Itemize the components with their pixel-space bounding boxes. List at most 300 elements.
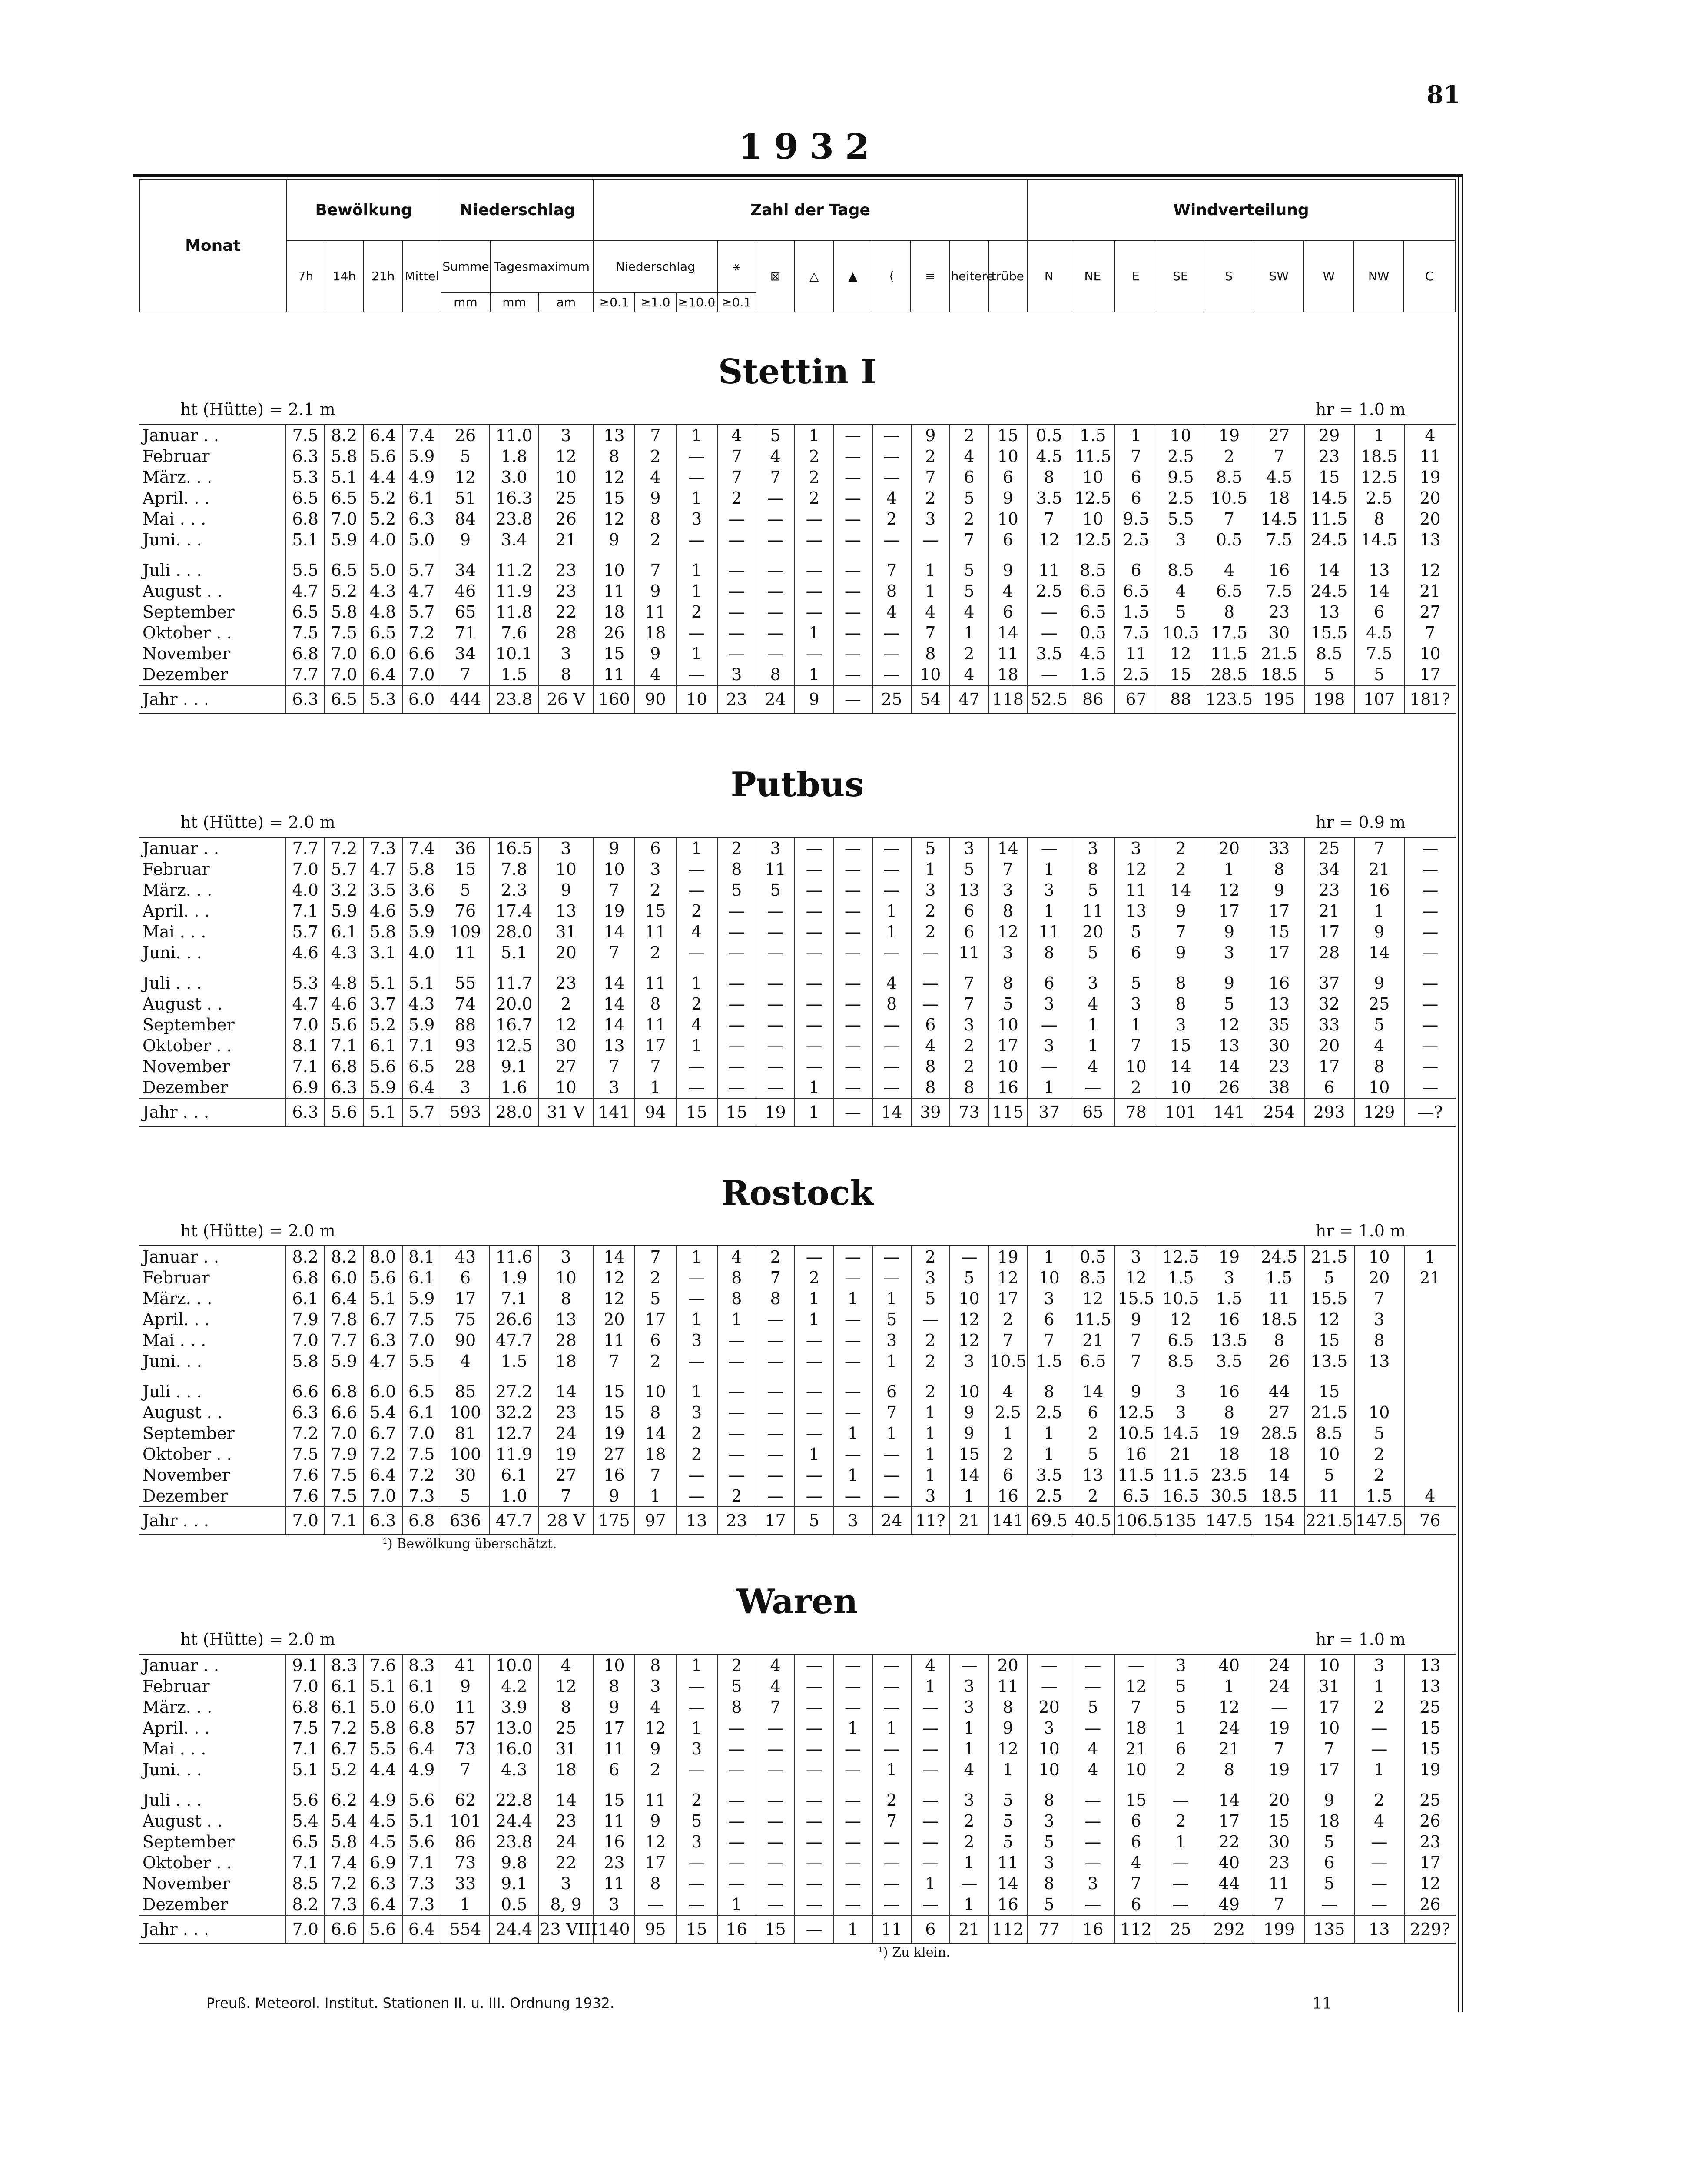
table-cell: 7.3 bbox=[325, 1894, 363, 1915]
table-cell: — bbox=[756, 942, 795, 963]
table-cell: 5.3 bbox=[363, 685, 402, 714]
table-cell: 199 bbox=[1254, 1915, 1304, 1944]
table-cell: 2 bbox=[717, 488, 756, 508]
table-cell: 7.2 bbox=[363, 1444, 402, 1465]
table-row bbox=[139, 900, 1456, 921]
table-cell: 2 bbox=[717, 1485, 756, 1507]
table-cell: 2 bbox=[676, 993, 717, 1014]
table-cell: 6.0 bbox=[363, 643, 402, 664]
table-cell: — bbox=[676, 942, 717, 963]
table-cell: — bbox=[833, 837, 872, 859]
table-cell: 4 bbox=[872, 488, 911, 508]
table-cell: 4 bbox=[756, 1676, 795, 1697]
table-cell: — bbox=[1304, 1894, 1354, 1915]
table-cell: — bbox=[833, 1811, 872, 1831]
table-cell: 5.2 bbox=[363, 508, 402, 529]
table-cell: — bbox=[676, 880, 717, 900]
table-cell: — bbox=[756, 622, 795, 643]
table-cell: — bbox=[911, 942, 950, 963]
table-cell: 14 bbox=[594, 993, 635, 1014]
table-cell: 8.5 bbox=[1204, 467, 1254, 488]
table-cell: 20 bbox=[1071, 921, 1115, 942]
table-cell: 2 bbox=[950, 1811, 988, 1831]
table-cell: 5 bbox=[1115, 973, 1157, 993]
table-cell: 6.3 bbox=[286, 685, 325, 714]
table-cell: 10 bbox=[538, 859, 594, 880]
table-cell: 6.8 bbox=[402, 1718, 441, 1738]
table-cell: 17 bbox=[1304, 921, 1354, 942]
table-cell: 4.9 bbox=[402, 1759, 441, 1780]
table-cell: 11 bbox=[1404, 446, 1456, 467]
table-cell: 6.3 bbox=[402, 508, 441, 529]
table-cell: 17.5 bbox=[1204, 622, 1254, 643]
table-cell: 7.1 bbox=[490, 1288, 538, 1309]
table-cell: 5.7 bbox=[402, 560, 441, 581]
table-cell: 77 bbox=[1027, 1915, 1071, 1944]
table-cell: — bbox=[676, 1852, 717, 1873]
table-cell: 1 bbox=[1115, 425, 1157, 446]
table-cell: 4.6 bbox=[325, 993, 363, 1014]
month-label: März. . . bbox=[143, 1289, 212, 1308]
table-cell: — bbox=[676, 1077, 717, 1098]
table-cell: 15 bbox=[1404, 1738, 1456, 1759]
table-cell: 2 bbox=[795, 488, 833, 508]
table-cell: 11 bbox=[988, 1852, 1027, 1873]
table-cell: 101 bbox=[1157, 1098, 1204, 1126]
table-cell: 11 bbox=[1304, 1485, 1354, 1507]
table-row bbox=[139, 1676, 1456, 1697]
table-cell: 73 bbox=[441, 1852, 490, 1873]
table-cell: 44 bbox=[1204, 1873, 1254, 1894]
table-cell: 7 bbox=[1254, 1738, 1304, 1759]
table-cell: 16 bbox=[988, 1894, 1027, 1915]
table-cell: — bbox=[795, 1831, 833, 1852]
table-cell: 14 bbox=[1204, 1790, 1254, 1811]
table-cell: 2 bbox=[950, 643, 988, 664]
table-cell: 21 bbox=[538, 529, 594, 550]
table-row bbox=[139, 1014, 1456, 1035]
table-cell: 2 bbox=[1157, 1759, 1204, 1780]
table-cell: — bbox=[717, 1831, 756, 1852]
table-cell: 16 bbox=[988, 1485, 1027, 1507]
table-cell: 4.8 bbox=[363, 601, 402, 622]
table-cell: 7 bbox=[441, 664, 490, 685]
table-cell: 1 bbox=[833, 1718, 872, 1738]
table-cell: 18.5 bbox=[1354, 446, 1404, 467]
table-cell: 5 bbox=[1071, 1444, 1115, 1465]
table-cell: 12.5 bbox=[1071, 529, 1115, 550]
table-cell: 6 bbox=[441, 1267, 490, 1288]
table-cell: 3 bbox=[1027, 1718, 1071, 1738]
table-cell: 8 bbox=[1354, 1056, 1404, 1077]
table-cell: 20 bbox=[1027, 1697, 1071, 1718]
table-cell: — bbox=[795, 900, 833, 921]
table-cell: 14 bbox=[538, 1381, 594, 1402]
table-cell: 12 bbox=[594, 1288, 635, 1309]
table-cell: 24 bbox=[872, 1507, 911, 1535]
table-cell: 5.7 bbox=[325, 859, 363, 880]
table-cell: 11? bbox=[911, 1507, 950, 1535]
table-cell bbox=[1404, 1444, 1456, 1465]
table-cell: 7.1 bbox=[286, 1056, 325, 1077]
table-row bbox=[139, 643, 1456, 664]
table-cell: 3.5 bbox=[1204, 1351, 1254, 1372]
table-cell: 6.1 bbox=[325, 1676, 363, 1697]
table-cell: 17.4 bbox=[490, 900, 538, 921]
table-cell: 5 bbox=[1354, 664, 1404, 685]
table-cell: 112 bbox=[1115, 1915, 1157, 1944]
table-cell: 6.6 bbox=[325, 1915, 363, 1944]
table-cell: — bbox=[872, 1246, 911, 1268]
table-cell: 7 bbox=[1254, 1894, 1304, 1915]
table-cell: 7 bbox=[1115, 1035, 1157, 1056]
page-number: 81 bbox=[1426, 80, 1460, 109]
table-cell: 5 bbox=[950, 1267, 988, 1288]
table-row bbox=[139, 508, 1456, 529]
table-cell: 1.5 bbox=[490, 1351, 538, 1372]
table-cell: 14 bbox=[594, 921, 635, 942]
table-cell: — bbox=[795, 859, 833, 880]
table-cell: 7.3 bbox=[363, 837, 402, 859]
table-cell: 6.8 bbox=[286, 1267, 325, 1288]
table-cell: — bbox=[676, 1351, 717, 1372]
table-cell: 8 bbox=[911, 1077, 950, 1098]
table-cell: 93 bbox=[441, 1035, 490, 1056]
table-cell: 17 bbox=[1204, 1811, 1254, 1831]
table-cell: 16 bbox=[1115, 1444, 1157, 1465]
table-cell: 13 bbox=[538, 1309, 594, 1330]
table-cell: 74 bbox=[441, 993, 490, 1014]
table-cell: — bbox=[833, 1831, 872, 1852]
table-cell: 28 bbox=[1304, 942, 1354, 963]
table-cell: 2 bbox=[950, 1831, 988, 1852]
table-cell: 7 bbox=[594, 942, 635, 963]
table-cell: 1 bbox=[795, 622, 833, 643]
table-cell: 10 bbox=[988, 1014, 1027, 1035]
table-cell: 13 bbox=[1404, 1676, 1456, 1697]
table-cell: 7 bbox=[635, 560, 676, 581]
table-cell: 1.5 bbox=[1157, 1267, 1204, 1288]
table-cell: 15 bbox=[1304, 1381, 1354, 1402]
table-cell: 9 bbox=[594, 1485, 635, 1507]
table-cell: 15.5 bbox=[1304, 1288, 1354, 1309]
table-cell: 1 bbox=[795, 1288, 833, 1309]
table-cell: 6 bbox=[1115, 1894, 1157, 1915]
table-cell: — bbox=[1071, 1077, 1115, 1098]
table-cell: — bbox=[795, 1676, 833, 1697]
month-label: Mai . . . bbox=[143, 922, 206, 941]
table-cell: 1 bbox=[1027, 859, 1071, 880]
table-cell: 15 bbox=[676, 1915, 717, 1944]
table-cell: — bbox=[833, 1873, 872, 1894]
table-cell: 47 bbox=[950, 685, 988, 714]
table-cell: 40.5 bbox=[1071, 1507, 1115, 1535]
table-cell: 65 bbox=[1071, 1098, 1115, 1126]
table-cell: 1 bbox=[1027, 1423, 1071, 1444]
table-cell: 1 bbox=[950, 1894, 988, 1915]
table-cell: 20.0 bbox=[490, 993, 538, 1014]
table-cell: 12 bbox=[1157, 643, 1204, 664]
table-cell: — bbox=[795, 1246, 833, 1268]
table-cell: 2 bbox=[795, 1267, 833, 1288]
table-cell: 5.4 bbox=[286, 1811, 325, 1831]
table-cell: 13 bbox=[950, 880, 988, 900]
header-summe: Summe bbox=[441, 240, 490, 292]
table-cell: — bbox=[676, 1759, 717, 1780]
table-cell: — bbox=[795, 601, 833, 622]
table-cell: 17 bbox=[1254, 942, 1304, 963]
table-cell: 90 bbox=[441, 1330, 490, 1351]
table-cell: 34 bbox=[441, 643, 490, 664]
table-cell: 23 bbox=[1404, 1831, 1456, 1852]
table-cell: 175 bbox=[594, 1507, 635, 1535]
table-cell: 1 bbox=[795, 1098, 833, 1126]
table-row bbox=[139, 1381, 1456, 1402]
table-cell: 5 bbox=[441, 880, 490, 900]
table-cell: 8 bbox=[911, 643, 950, 664]
table-cell: 181? bbox=[1404, 685, 1456, 714]
table-cell: 7 bbox=[1115, 1873, 1157, 1894]
table-cell: 28 bbox=[538, 622, 594, 643]
table-cell: 2.5 bbox=[1027, 1485, 1071, 1507]
table-cell: 292 bbox=[1204, 1915, 1254, 1944]
table-cell: 6.5 bbox=[402, 1056, 441, 1077]
table-cell: 8 bbox=[950, 1077, 988, 1098]
table-cell: 10 bbox=[1157, 1077, 1204, 1098]
table-cell: 5.2 bbox=[325, 581, 363, 601]
table-cell: — bbox=[833, 1485, 872, 1507]
table-cell: 8 bbox=[1071, 859, 1115, 880]
table-cell: 6.5 bbox=[1071, 1351, 1115, 1372]
table-cell: 7 bbox=[1115, 446, 1157, 467]
table-cell: — bbox=[756, 993, 795, 1014]
table-cell: 10 bbox=[676, 685, 717, 714]
table-row bbox=[139, 664, 1456, 685]
table-cell: 1 bbox=[950, 1738, 988, 1759]
table-cell: 3 bbox=[988, 942, 1027, 963]
table-cell: — bbox=[833, 685, 872, 714]
table-cell: 7 bbox=[1404, 622, 1456, 643]
table-cell: — bbox=[833, 425, 872, 446]
table-cell: 90 bbox=[635, 685, 676, 714]
table-cell: — bbox=[833, 601, 872, 622]
table-cell: 7.5 bbox=[402, 1444, 441, 1465]
table-cell: 26 bbox=[1404, 1894, 1456, 1915]
table-cell: 8 bbox=[988, 973, 1027, 993]
table-cell: 2.5 bbox=[1115, 664, 1157, 685]
table-cell: 20 bbox=[1354, 1267, 1404, 1288]
table-cell: 15 bbox=[594, 1790, 635, 1811]
table-cell: 1.5 bbox=[1204, 1288, 1254, 1309]
table-cell: 73 bbox=[950, 1098, 988, 1126]
table-cell: 6.0 bbox=[363, 1381, 402, 1402]
table-cell: 6.5 bbox=[1204, 581, 1254, 601]
table-cell: 36 bbox=[441, 837, 490, 859]
table-cell: 7 bbox=[717, 467, 756, 488]
table-cell: 13 bbox=[1254, 993, 1304, 1014]
table-cell: 22.8 bbox=[490, 1790, 538, 1811]
table-cell: 100 bbox=[441, 1444, 490, 1465]
table-cell: 1 bbox=[950, 1852, 988, 1873]
table-cell: 75 bbox=[441, 1309, 490, 1330]
table-cell: 6 bbox=[1304, 1852, 1354, 1873]
table-cell: 7 bbox=[950, 973, 988, 993]
table-cell: — bbox=[717, 508, 756, 529]
table-cell: 7.8 bbox=[325, 1309, 363, 1330]
month-label: Juni. . . bbox=[143, 530, 202, 549]
header-bew-3: Mittel bbox=[402, 240, 441, 312]
table-cell: 8 bbox=[872, 993, 911, 1014]
table-cell: — bbox=[872, 1738, 911, 1759]
hut-height: ht (Hütte) = 2.0 m bbox=[180, 1221, 335, 1240]
table-row bbox=[139, 993, 1456, 1014]
table-cell: 88 bbox=[1157, 685, 1204, 714]
table-cell: 4.9 bbox=[402, 467, 441, 488]
table-cell: 5.9 bbox=[325, 529, 363, 550]
header-wind-NW: NW bbox=[1354, 240, 1404, 312]
table-cell: 5.9 bbox=[325, 1351, 363, 1372]
month-label: Oktober . . bbox=[143, 623, 232, 642]
station-title: Rostock bbox=[721, 1173, 874, 1213]
table-cell: — bbox=[1404, 900, 1456, 921]
table-row bbox=[139, 859, 1456, 880]
wind-height: hr = 0.9 m bbox=[1315, 813, 1406, 832]
table-cell: 30 bbox=[538, 1035, 594, 1056]
table-cell: 11.9 bbox=[490, 581, 538, 601]
table-cell: 6 bbox=[1115, 467, 1157, 488]
month-label: Dezember bbox=[143, 1078, 228, 1097]
table-cell: — bbox=[872, 837, 911, 859]
table-cell: — bbox=[756, 1351, 795, 1372]
table-cell: 3 bbox=[988, 880, 1027, 900]
table-cell: 20 bbox=[594, 1309, 635, 1330]
table-cell: 27 bbox=[1254, 1402, 1304, 1423]
table-cell: 14.5 bbox=[1254, 508, 1304, 529]
station-title: Putbus bbox=[730, 765, 864, 804]
table-cell: 24 bbox=[756, 685, 795, 714]
table-cell: 32 bbox=[1304, 993, 1354, 1014]
table-cell: 6 bbox=[1304, 1077, 1354, 1098]
table-cell: 5 bbox=[717, 880, 756, 900]
table-cell: 3.1 bbox=[363, 942, 402, 963]
table-cell: 6.5 bbox=[286, 601, 325, 622]
table-cell: 10 bbox=[1071, 467, 1115, 488]
table-cell: 3.6 bbox=[402, 880, 441, 900]
table-cell: 4 bbox=[911, 1035, 950, 1056]
table-cell: 1 bbox=[833, 1465, 872, 1485]
table-cell: 22 bbox=[538, 1852, 594, 1873]
table-cell: 2 bbox=[911, 900, 950, 921]
table-cell: 11 bbox=[988, 1676, 1027, 1697]
table-cell: 5 bbox=[1157, 1697, 1204, 1718]
table-cell: 3 bbox=[1354, 1655, 1404, 1676]
table-cell: 1 bbox=[872, 1759, 911, 1780]
table-cell: — bbox=[1071, 1790, 1115, 1811]
table-row bbox=[139, 973, 1456, 993]
table-cell: 7 bbox=[1027, 508, 1071, 529]
table-cell: 7.5 bbox=[325, 1465, 363, 1485]
table-cell: — bbox=[717, 601, 756, 622]
table-cell: 12 bbox=[635, 1831, 676, 1852]
table-cell: 4.5 bbox=[1254, 467, 1304, 488]
table-cell: 7 bbox=[756, 467, 795, 488]
table-cell: — bbox=[950, 1655, 988, 1676]
table-cell: 5.8 bbox=[363, 1718, 402, 1738]
month-label: Januar . . bbox=[143, 1247, 219, 1266]
table-cell: 15 bbox=[1115, 1790, 1157, 1811]
table-cell: — bbox=[950, 1873, 988, 1894]
table-cell: 25 bbox=[538, 1718, 594, 1738]
table-cell: 24 bbox=[1254, 1676, 1304, 1697]
table-cell: 14 bbox=[988, 1873, 1027, 1894]
table-cell: 9.8 bbox=[490, 1852, 538, 1873]
table-cell: 6.1 bbox=[325, 921, 363, 942]
table-cell: 6.2 bbox=[325, 1790, 363, 1811]
table-cell: 21.5 bbox=[1254, 643, 1304, 664]
table-cell: 17 bbox=[756, 1507, 795, 1535]
table-cell: 106.5 bbox=[1115, 1507, 1157, 1535]
table-cell: 55 bbox=[441, 973, 490, 993]
table-cell: 135 bbox=[1157, 1507, 1204, 1535]
table-cell: 6.4 bbox=[363, 664, 402, 685]
table-cell: — bbox=[1404, 837, 1456, 859]
table-cell: 10 bbox=[988, 1056, 1027, 1077]
header-day-14: ⟨ bbox=[872, 240, 911, 312]
table-cell: 7.9 bbox=[286, 1309, 325, 1330]
table-cell: 12 bbox=[538, 1014, 594, 1035]
table-cell: 7.0 bbox=[402, 1423, 441, 1444]
table-cell: — bbox=[833, 1444, 872, 1465]
table-cell: — bbox=[676, 1288, 717, 1309]
table-cell: 2 bbox=[1354, 1465, 1404, 1485]
table-cell: 7.0 bbox=[286, 1330, 325, 1351]
table-cell: 7 bbox=[872, 1811, 911, 1831]
table-cell: 2 bbox=[911, 446, 950, 467]
table-cell: 12.5 bbox=[1354, 467, 1404, 488]
table-cell: 6 bbox=[1115, 942, 1157, 963]
table-cell: 2 bbox=[950, 1035, 988, 1056]
table-cell: 28 bbox=[538, 1330, 594, 1351]
table-cell: — bbox=[1354, 1718, 1404, 1738]
table-cell: — bbox=[756, 560, 795, 581]
table-cell: 7 bbox=[911, 622, 950, 643]
month-label: Februar bbox=[143, 1268, 210, 1287]
footnote: ¹) Bewölkung überschätzt. bbox=[382, 1536, 557, 1552]
table-cell: 6.0 bbox=[402, 685, 441, 714]
table-cell: 1 bbox=[911, 1873, 950, 1894]
table-cell: 25 bbox=[1404, 1697, 1456, 1718]
table-cell: 18 bbox=[1304, 1811, 1354, 1831]
table-cell: — bbox=[795, 1811, 833, 1831]
station-data-table bbox=[139, 424, 1456, 714]
table-cell: 30 bbox=[1254, 622, 1304, 643]
table-cell: 97 bbox=[635, 1507, 676, 1535]
table-cell: — bbox=[833, 1852, 872, 1873]
table-cell: 11 bbox=[872, 1915, 911, 1944]
table-row bbox=[139, 1759, 1456, 1780]
table-cell: — bbox=[795, 1423, 833, 1444]
table-cell: 13 bbox=[1304, 601, 1354, 622]
table-cell: 1 bbox=[676, 560, 717, 581]
hut-height: ht (Hütte) = 2.0 m bbox=[180, 1630, 335, 1649]
table-cell: 24 bbox=[1254, 1655, 1304, 1676]
table-cell: 21 bbox=[1354, 859, 1404, 880]
header-niederschlag-days: Niederschlag bbox=[594, 240, 717, 292]
table-cell: — bbox=[717, 643, 756, 664]
table-cell: 3 bbox=[1115, 837, 1157, 859]
table-cell: 5 bbox=[1304, 1831, 1354, 1852]
table-cell: — bbox=[833, 446, 872, 467]
